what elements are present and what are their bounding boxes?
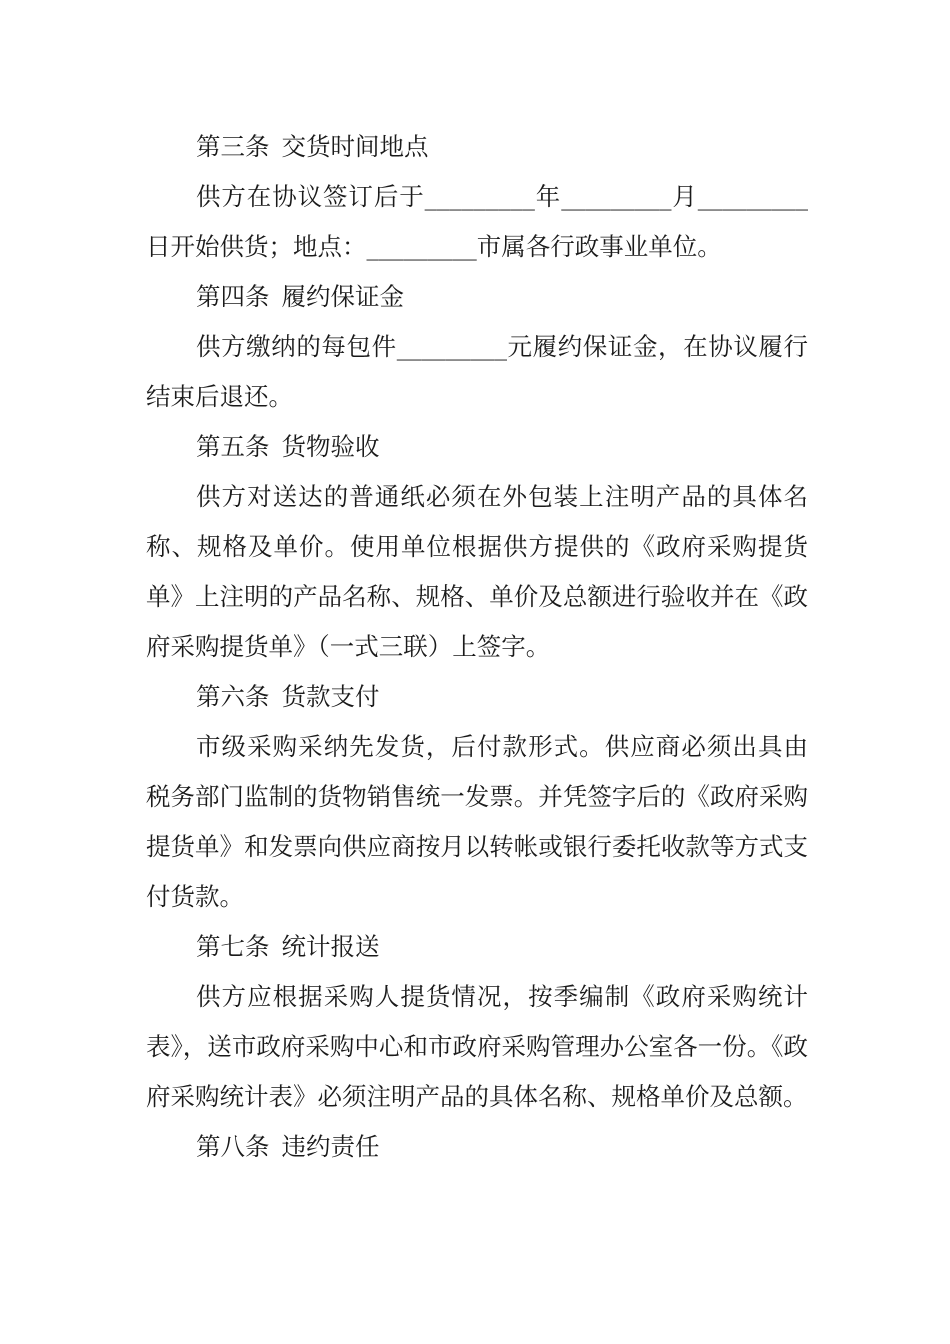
section-body-3: 供方在协议签订后于_________年_________月_________日开始供货；地点：_________市属各行政事业单位。 bbox=[146, 182, 808, 261]
section-heading-4 bbox=[146, 272, 808, 322]
section-body-4: 供方缴纳的每包件_________元履约保证金，在协议履行结束后退还。 bbox=[146, 332, 808, 411]
section-body-6: 市级采购采纳先发货，后付款形式。供应商必须出具由税务部门监制的货物销售统一发票。并凭签字后的《政府采购提货单》和发票向供应商按月以转帐或银行委托收款等方式支付货款。 bbox=[146, 732, 808, 911]
heading-title: 违约责任 bbox=[281, 1132, 380, 1161]
heading-title: 货物验收 bbox=[281, 432, 380, 461]
document-page bbox=[146, 122, 808, 1172]
section-heading-3 bbox=[146, 122, 808, 172]
heading-number: 第三条 bbox=[196, 132, 270, 161]
section-heading-6 bbox=[146, 672, 808, 722]
heading-title: 货款支付 bbox=[281, 682, 380, 711]
section-heading-8 bbox=[146, 1122, 808, 1172]
section-heading-5 bbox=[146, 422, 808, 472]
heading-title: 交货时间地点 bbox=[281, 132, 429, 161]
section-body-7: 供方应根据采购人提货情况，按季编制《政府采购统计表》，送市政府采购中心和市政府采购管理办公室各一份。《政府采购统计表》必须注明产品的具体名称、规格单价及总额。 bbox=[146, 982, 808, 1111]
heading-number: 第七条 bbox=[196, 932, 270, 961]
section-heading-7 bbox=[146, 922, 808, 972]
heading-number: 第八条 bbox=[196, 1132, 270, 1161]
heading-number: 第四条 bbox=[196, 282, 270, 311]
heading-number: 第五条 bbox=[196, 432, 270, 461]
heading-title: 履约保证金 bbox=[281, 282, 404, 311]
heading-number: 第六条 bbox=[196, 682, 270, 711]
heading-title: 统计报送 bbox=[281, 932, 380, 961]
section-body-5: 供方对送达的普通纸必须在外包装上注明产品的具体名称、规格及单价。使用单位根据供方提供的《政府采购提货单》上注明的产品名称、规格、单价及总额进行验收并在《政府采购提货单》（一式三联）上签字。 bbox=[146, 482, 808, 661]
